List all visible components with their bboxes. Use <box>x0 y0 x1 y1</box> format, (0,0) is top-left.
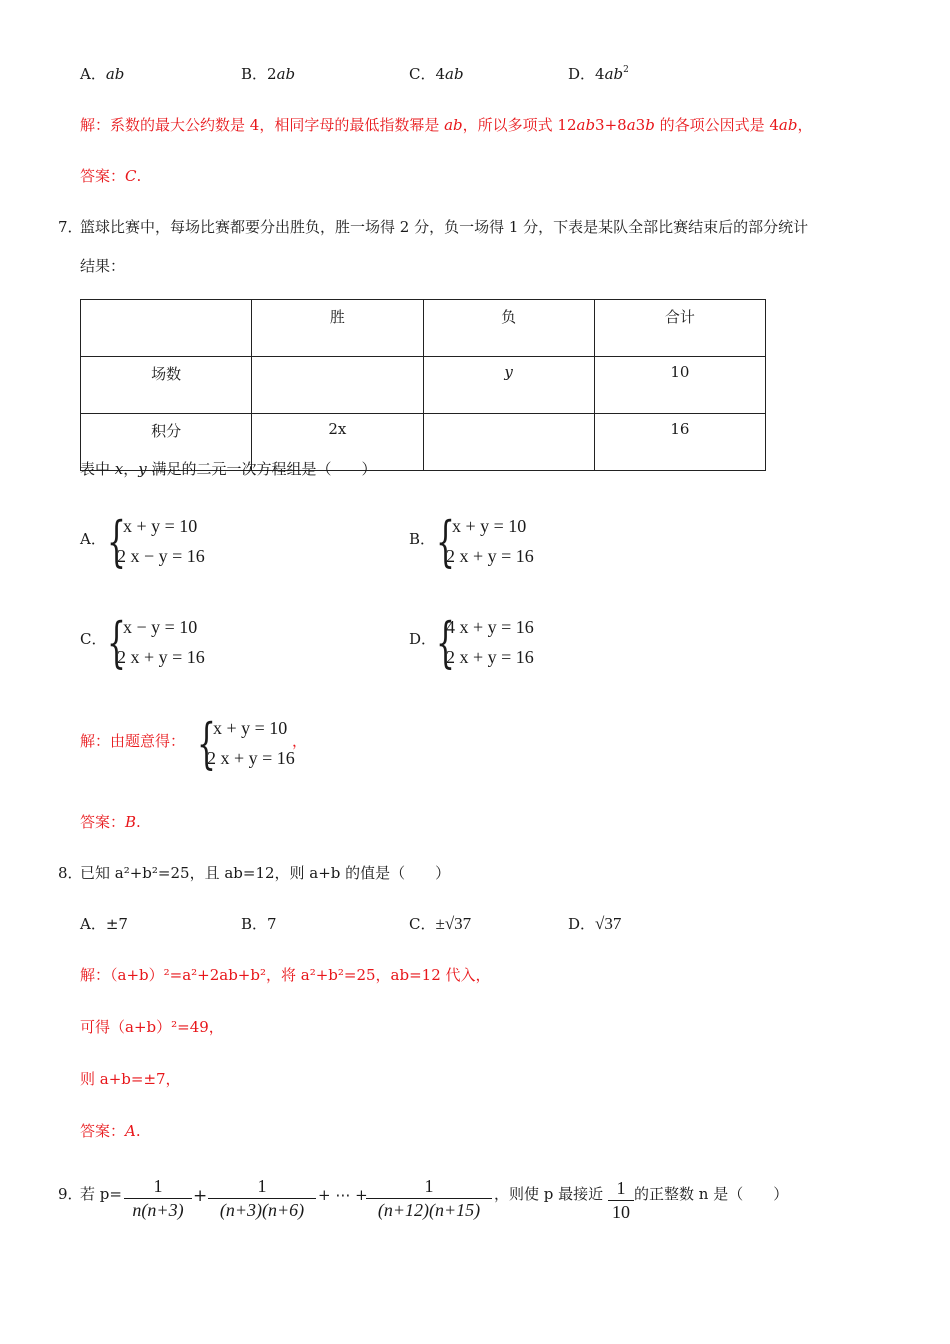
table-header-cell: 合计 <box>594 300 765 357</box>
equation: x − y = 10 <box>123 617 198 637</box>
q9-suffix: 的正整数 n 是（ ） <box>634 1185 789 1203</box>
q9-fraction-1: $\frac{1}{n(n+3)}$ <box>124 1176 192 1221</box>
equation: x + y = 10 <box>213 718 288 738</box>
q7-option-b-label[interactable]: B． <box>409 530 436 548</box>
brace-icon: { <box>107 510 126 573</box>
table-cell: 积分 <box>81 414 252 471</box>
q8-answer: 答案：A. <box>80 1122 141 1140</box>
q7-solution-label: 解：由题意得： <box>80 732 186 750</box>
q9-plus-1: + <box>193 1186 208 1206</box>
q9-plus-ellipsis: + ⋯ + <box>318 1186 368 1204</box>
q8-option-b[interactable]: B．7 <box>241 915 277 933</box>
equation: 2 x − y = 16 <box>117 546 205 566</box>
q7-text-line2: 结果： <box>80 257 126 275</box>
q9-number: 9． <box>58 1185 83 1203</box>
q9-fraction-4: $\frac{1}{10}$ <box>608 1178 634 1223</box>
table-cell: 2x <box>252 414 423 471</box>
q9-prefix: 若 p= <box>80 1185 122 1203</box>
q8-number: 8． <box>58 864 83 882</box>
q7-option-d-system[interactable] <box>436 611 576 679</box>
equation: 2 x + y = 16 <box>446 647 534 667</box>
table-header-cell: 胜 <box>252 300 423 357</box>
q6-solution: 解：系数的最大公约数是 4，相同字母的最低指数幂是 ab，所以多项式 12ab3+8a3b 的各项公因式是 4ab， <box>80 116 813 134</box>
q9-fraction-2: $\frac{1}{(n+3)(n+6)}$ <box>208 1176 316 1221</box>
equation: x + y = 10 <box>123 516 198 536</box>
q6-option-c[interactable]: C．4ab <box>409 65 464 83</box>
q8-option-a[interactable]: A．±7 <box>80 915 128 933</box>
table-cell <box>423 414 594 471</box>
q6-option-b[interactable]: B．2ab <box>241 65 296 83</box>
equation: 2 x + y = 16 <box>446 546 534 566</box>
equation: 4 x + y = 16 <box>446 617 534 637</box>
table-row <box>81 300 766 357</box>
equation: 2 x + y = 16 <box>207 748 295 768</box>
q9-mid: ，则使 p 最接近 <box>494 1185 604 1203</box>
brace-icon: { <box>436 510 455 573</box>
table-cell: y <box>423 357 594 414</box>
table-cell: 10 <box>594 357 765 414</box>
q7-number: 7． <box>58 218 83 236</box>
q7-solution-system <box>197 712 337 780</box>
q7-text-line1: 篮球比赛中，每场比赛都要分出胜负，胜一场得 2 分，负一场得 1 分，下表是某队全部比赛结束后的部分统计 <box>80 218 809 236</box>
brace-icon: { <box>197 712 216 775</box>
q7-stats-table <box>80 299 766 471</box>
q7-answer: 答案：B. <box>80 813 141 831</box>
q7-option-c-system[interactable] <box>107 611 247 679</box>
q7-option-a-system[interactable] <box>107 510 247 578</box>
q7-solution-end: ， <box>292 732 308 750</box>
brace-icon: { <box>107 611 126 674</box>
q7-option-a-label[interactable]: A． <box>80 530 106 548</box>
q8-solution-line1: 解：（a+b）²=a²+2ab+b²，将 a²+b²=25，ab=12 代入， <box>80 966 491 984</box>
table-header-cell: 负 <box>423 300 594 357</box>
table-header-cell <box>81 300 252 357</box>
brace-icon: { <box>436 611 455 674</box>
q8-solution-line2: 可得（a+b）²=49， <box>80 1018 224 1036</box>
table-cell: 16 <box>594 414 765 471</box>
q8-solution-line3: 则 a+b=±7， <box>80 1070 181 1088</box>
equation: 2 x + y = 16 <box>117 647 205 667</box>
q8-text: 已知 a²+b²=25，且 ab=12，则 a+b 的值是（ ） <box>80 864 451 882</box>
q7-option-d-label[interactable]: D． <box>409 630 437 648</box>
equation: x + y = 10 <box>452 516 527 536</box>
q7-option-c-label[interactable]: C． <box>80 630 107 648</box>
q7-option-b-system[interactable] <box>436 510 576 578</box>
q6-option-a[interactable]: A．ab <box>80 65 125 83</box>
q7-question: 表中 x，y 满足的二元一次方程组是（ ） <box>80 460 377 478</box>
table-row <box>81 357 766 414</box>
q9-fraction-3: $\frac{1}{(n+12)(n+15)}$ <box>366 1176 492 1221</box>
q6-answer: 答案：C. <box>80 167 142 185</box>
q8-option-d[interactable]: D．√37 <box>568 914 622 933</box>
table-cell: 场数 <box>81 357 252 414</box>
q6-option-d[interactable]: D．$4ab^2$ <box>568 65 629 83</box>
q8-option-c[interactable]: C．±√37 <box>409 914 472 933</box>
table-cell <box>252 357 423 414</box>
